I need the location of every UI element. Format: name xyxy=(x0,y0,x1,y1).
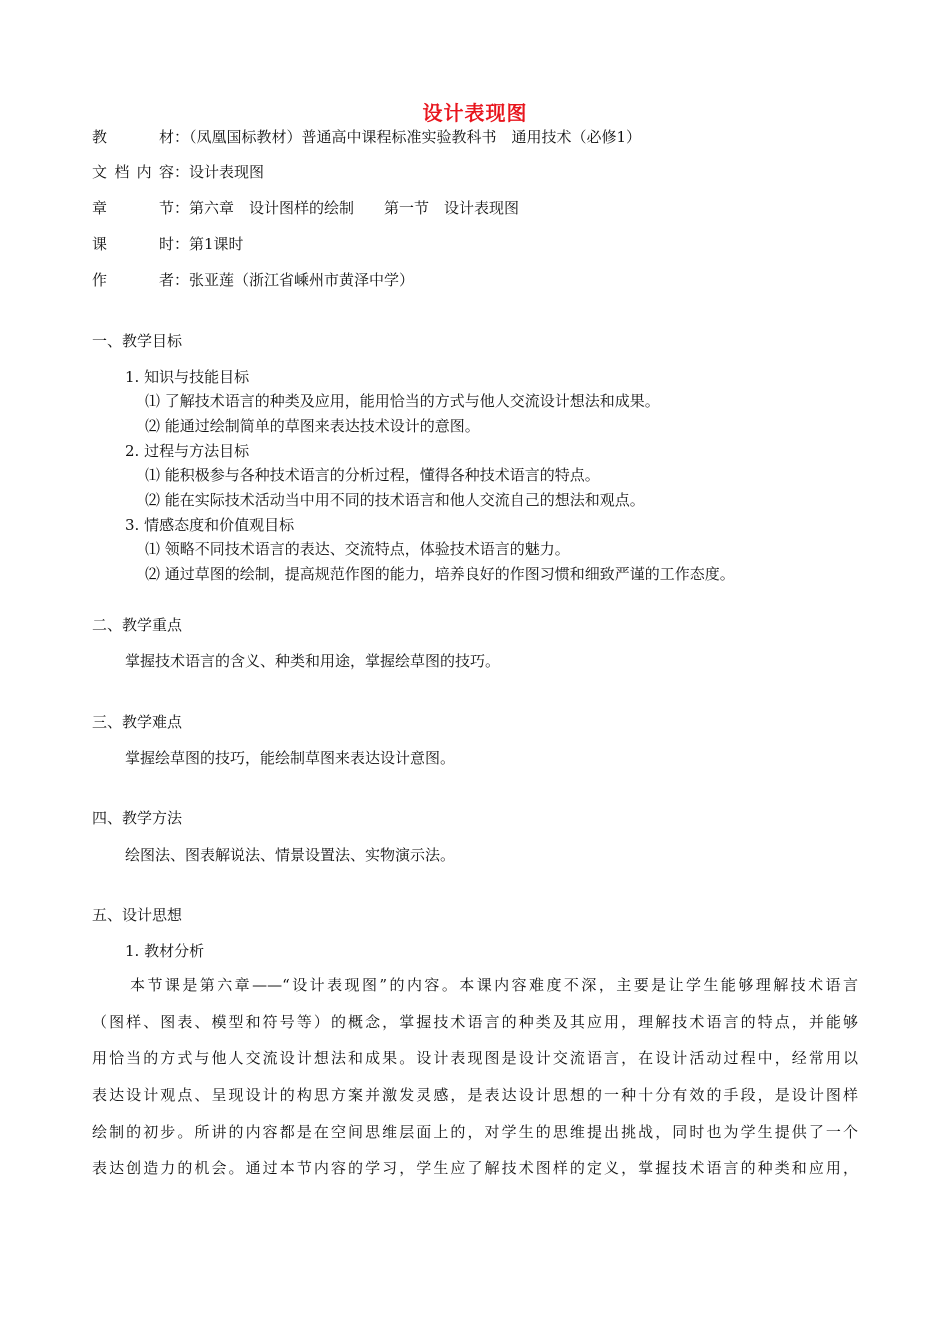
document-title: 设计表现图 xyxy=(422,101,528,125)
meta-value: 设计表现图 xyxy=(189,163,265,181)
paragraph-line: 绘制的初步。所讲的内容都是在空间思维层面上的，对学生的思维提出挑战，同时也为学生提供了一个 xyxy=(92,1122,858,1141)
meta-chapter: 章 节：第六章 设计图样的绘制 第一节 设计表现图 xyxy=(92,199,520,217)
section-body: 掌握绘草图的技巧，能绘制草图来表达设计意图。 xyxy=(125,749,456,767)
section-heading: 二、教学重点 xyxy=(92,616,183,634)
paragraph-line: 本节课是第六章——“设计表现图”的内容。本课内容难度不深，主要是让学生能够理解技术语言 xyxy=(130,976,858,994)
meta-key: 课 时 xyxy=(92,235,174,253)
meta-value: 第1课时 xyxy=(189,235,244,253)
goal-item: ⑴ 能积极参与各种技术语言的分析过程，懂得各种技术语言的特点。 xyxy=(145,466,600,484)
goal-heading: 3. 情感态度和价值观目标 xyxy=(125,516,295,534)
section-heading: 三、教学难点 xyxy=(92,713,183,731)
meta-content: 文档内容：设计表现图 xyxy=(92,163,265,181)
section-heading: 四、教学方法 xyxy=(92,809,183,827)
section-body: 绘图法、图表解说法、情景设置法、实物演示法。 xyxy=(125,846,456,864)
section-body: 掌握技术语言的含义、种类和用途，掌握绘草图的技巧。 xyxy=(125,652,501,670)
meta-period: 课 时：第1课时 xyxy=(92,235,244,253)
meta-key: 作 者 xyxy=(92,271,174,289)
meta-author: 作 者：张亚莲（浙江省嵊州市黄泽中学） xyxy=(92,271,415,289)
meta-textbook: 教 材：（凤凰国标教材）普通高中课程标准实验教科书 通用技术（必修1） xyxy=(92,128,642,146)
paragraph-line: 表达创造力的机会。通过本节内容的学习，学生应了解技术图样的定义，掌握技术语言的种类和应用， xyxy=(92,1159,858,1178)
meta-key: 文档内容 xyxy=(92,163,174,181)
goal-item: ⑵ 能在实际技术活动当中用不同的技术语言和他人交流自己的想法和观点。 xyxy=(145,491,645,509)
goal-item: ⑴ 了解技术语言的种类及应用，能用恰当的方式与他人交流设计想法和成果。 xyxy=(145,392,660,410)
goal-heading: 2. 过程与方法目标 xyxy=(125,442,250,460)
goal-heading: 1. 知识与技能目标 xyxy=(125,368,250,386)
paragraph-line: （图样、图表、模型和符号等）的概念，掌握技术语言的种类及其应用，理解技术语言的特点，并能够 xyxy=(92,1012,858,1031)
meta-key: 章 节 xyxy=(92,199,174,217)
section-heading: 一、教学目标 xyxy=(92,332,183,350)
subsection-heading: 1. 教材分析 xyxy=(125,942,205,960)
analysis-paragraph xyxy=(92,967,858,1187)
goal-item: ⑵ 通过草图的绘制，提高规范作图的能力，培养良好的作图习惯和细致严谨的工作态度。 xyxy=(145,565,735,583)
goal-item: ⑴ 领略不同技术语言的表达、交流特点，体验技术语言的魅力。 xyxy=(145,540,570,558)
paragraph-line: 用恰当的方式与他人交流设计想法和成果。设计表现图是设计交流语言，在设计活动过程中，经常用以 xyxy=(92,1049,858,1068)
section-heading: 五、设计思想 xyxy=(92,906,183,924)
goal-item: ⑵ 能通过绘制简单的草图来表达技术设计的意图。 xyxy=(145,417,480,435)
meta-value: （凤凰国标教材）普通高中课程标准实验教科书 通用技术（必修1） xyxy=(189,128,642,146)
meta-value: 第六章 设计图样的绘制 第一节 设计表现图 xyxy=(189,199,520,217)
meta-value: 张亚莲（浙江省嵊州市黄泽中学） xyxy=(189,271,415,289)
meta-key: 教 材 xyxy=(92,128,174,146)
paragraph-line: 表达设计观点、呈现设计的构思方案并激发灵感，是表达设计思想的一种十分有效的手段，是设计图样 xyxy=(92,1086,858,1105)
